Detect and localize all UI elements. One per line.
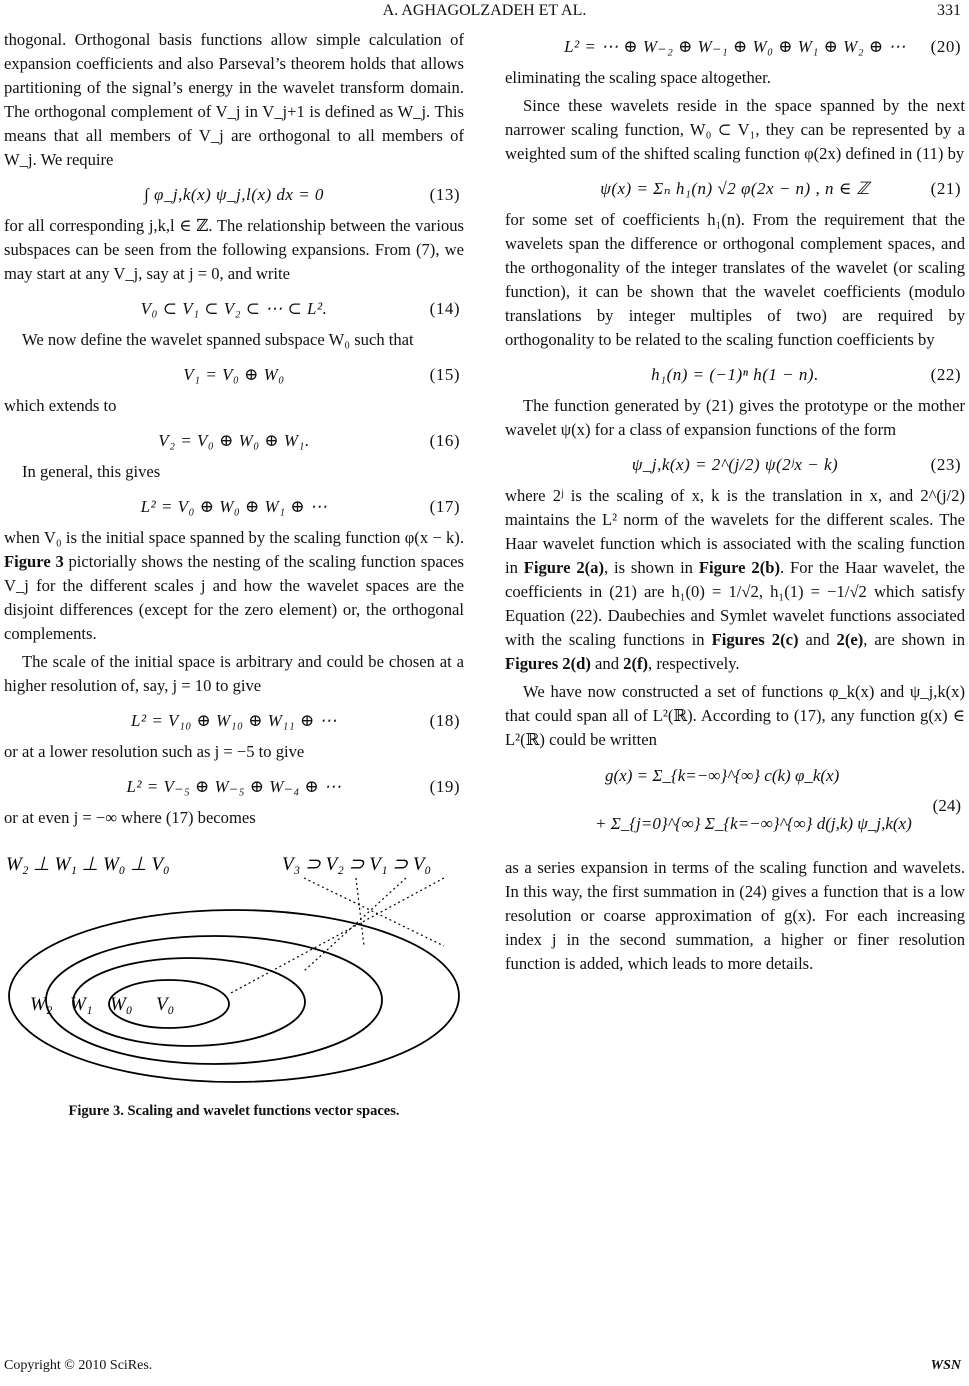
paragraph: or at a lower resolution such as j = −5 to give: [4, 742, 305, 761]
paragraph: or at even j = −∞ where (17) becomes: [4, 808, 256, 827]
figure-ref[interactable]: 2(e): [836, 630, 864, 649]
equation-21: ψ(x) = Σₙ h₁(n) √2 φ(2x − n) , n ∈ ℤ (21): [600, 179, 961, 198]
equation-15: V₁ = V₀ ⊕ W₀ (15): [183, 365, 460, 384]
label-v0: V₀: [156, 994, 175, 1015]
orthogonality-label: W₂ ⊥ W₁ ⊥ W₀ ⊥ V₀: [6, 854, 170, 875]
figure-ref[interactable]: Figures 2(d): [505, 654, 591, 673]
paragraph: where 2ʲ is the scaling of x, k is the translation in x, and 2^(j/2) maintains the L² norm of the wavelets for the different scales. The Haar wavelet function which is associated with the scaling function in Figure 2(a), is shown in Figure 2(b). For the Haar wavelet, the coefficients in (21) are h₁(0) = 1/√2, h₁(1) = −1/√2 which satisfy Equation (22). Daubechies and Symlet wavelet functions associated with the scaling functions in Figures 2(c) and 2(e), are shown in Figures 2(d) and 2(f), respectively.: [505, 486, 965, 673]
equation-18: L² = V₁₀ ⊕ W₁₀ ⊕ W₁₁ ⊕ ⋯ (18): [131, 711, 460, 730]
paragraph: Since these wavelets reside in the space spanned by the next narrower scaling function, W₀ ⊂ V₁, they can be represented by a weighted sum of the shifted scaling function φ(2x) defined in (11) by: [505, 96, 965, 163]
paragraph: In general, this gives: [22, 462, 161, 481]
equation-13: ∫ φ_j,k(x) ψ_j,l(x) dx = 0 (13): [144, 185, 460, 204]
paragraph: for some set of coefficients h₁(n). From the requirement that the wavelets span the difference or orthogonal complement spaces, and the orthogonality of the integer translates of the wavelet (or scaling function), it can be shown that the wavelet coefficients (modulo translations by integer multiples of two) are required by orthogonality to be related to the scaling function coefficients by: [505, 210, 965, 349]
paragraph: eliminating the scaling space altogether.: [505, 68, 771, 87]
nesting-label: V₃ ⊃ V₂ ⊃ V₁ ⊃ V₀: [282, 854, 432, 875]
equation-16: V₂ = V₀ ⊕ W₀ ⊕ W₁. (16): [158, 431, 460, 450]
equation-14: V₀ ⊂ V₁ ⊂ V₂ ⊂ ⋯ ⊂ L². (14): [140, 299, 460, 318]
paragraph: as a series expansion in terms of the scaling function and wavelets. In this way, the first summation in (24) gives a function that is a low resolution or coarse approximation of g(x). For each increasing index j in the second summation, a higher or finer resolution function is added, which leads to more details.: [505, 858, 965, 973]
page-number: 331: [937, 2, 961, 19]
equation-20: L² = ⋯ ⊕ W₋₂ ⊕ W₋₁ ⊕ W₀ ⊕ W₁ ⊕ W₂ ⊕ ⋯ (20): [564, 37, 961, 56]
paragraph: for all corresponding j,k,l ∈ ℤ. The relationship between the various subspaces can be seen from the following expansions. From (7), we may start at any V_j, say at j = 0, and write: [4, 216, 464, 283]
right-column: [505, 28, 965, 980]
equation-24: g(x) = Σ_{k=−∞}^{∞} c(k) φ_k(x) + Σ_{j=0}^{∞} Σ_{k=−∞}^{∞} d(j,k) ψ_j,k(x) (24): [595, 766, 961, 833]
equation-23: ψ_j,k(x) = 2^(j/2) ψ(2ʲx − k) (23): [631, 455, 961, 474]
paragraph: The function generated by (21) gives the prototype or the mother wavelet ψ(x) for a class of expansion functions of the form: [505, 396, 965, 439]
figure-ref[interactable]: Figures 2(c): [711, 630, 799, 649]
paragraph: The scale of the initial space is arbitrary and could be chosen at a higher resolution of, say, j = 10 to give: [4, 652, 464, 695]
figure-ref[interactable]: Figure 2(a): [523, 558, 604, 577]
figure-ref[interactable]: 2(f): [623, 654, 649, 673]
ellipse-v1: [73, 958, 305, 1046]
equation-17: L² = V₀ ⊕ W₀ ⊕ W₁ ⊕ ⋯ (17): [140, 497, 460, 516]
running-title: A. AGHAGOLZADEH ET AL.: [382, 2, 587, 19]
paragraph: which extends to: [4, 396, 117, 415]
paragraph: We have now constructed a set of functions φ_k(x) and ψ_j,k(x) that could span all of L²(ℝ). According to (17), any function g(x) ∈ L²(ℝ) could be written: [505, 682, 965, 749]
paragraph: We now define the wavelet spanned subspace W₀ such that: [22, 330, 414, 349]
label-w2: W₂: [30, 994, 53, 1015]
figure-caption: Figure 3. Scaling and wavelet functions vector spaces.: [68, 1103, 400, 1119]
left-column: [4, 28, 464, 1126]
figure-ref[interactable]: Figure 3: [4, 552, 64, 571]
copyright: Copyright © 2010 SciRes.: [4, 1358, 153, 1373]
figure-3: [4, 836, 464, 1126]
equation-22: h₁(n) = (−1)ⁿ h(1 − n). (22): [651, 365, 961, 384]
nested-spaces-diagram: [4, 836, 464, 1086]
paragraph: when V₀ is the initial space spanned by the scaling function φ(x − k). Figure 3 pictorially shows the nesting of the scaling function spaces V_j for the different scales j and how the wavelet spaces are the disjoint differences (except for the zero element) or, the orthogonal complements.: [4, 528, 465, 643]
paragraph: thogonal. Orthogonal basis functions allow simple calculation of expansion coefficients and also Parseval’s theorem holds that allows partitioning of the signal’s energy in the wavelet transform domain. The orthogonal complement of V_j in V_j+1 is defined as W_j. This means that all members of V_j are orthogonal to all members of W_j. We require: [4, 30, 464, 169]
label-w1: W₁: [70, 994, 93, 1015]
label-w0: W₀: [110, 994, 133, 1015]
equation-19: L² = V₋₅ ⊕ W₋₅ ⊕ W₋₄ ⊕ ⋯ (19): [126, 777, 460, 796]
figure-ref[interactable]: Figure 2(b): [698, 558, 780, 577]
journal-name: WSN: [930, 1358, 961, 1373]
